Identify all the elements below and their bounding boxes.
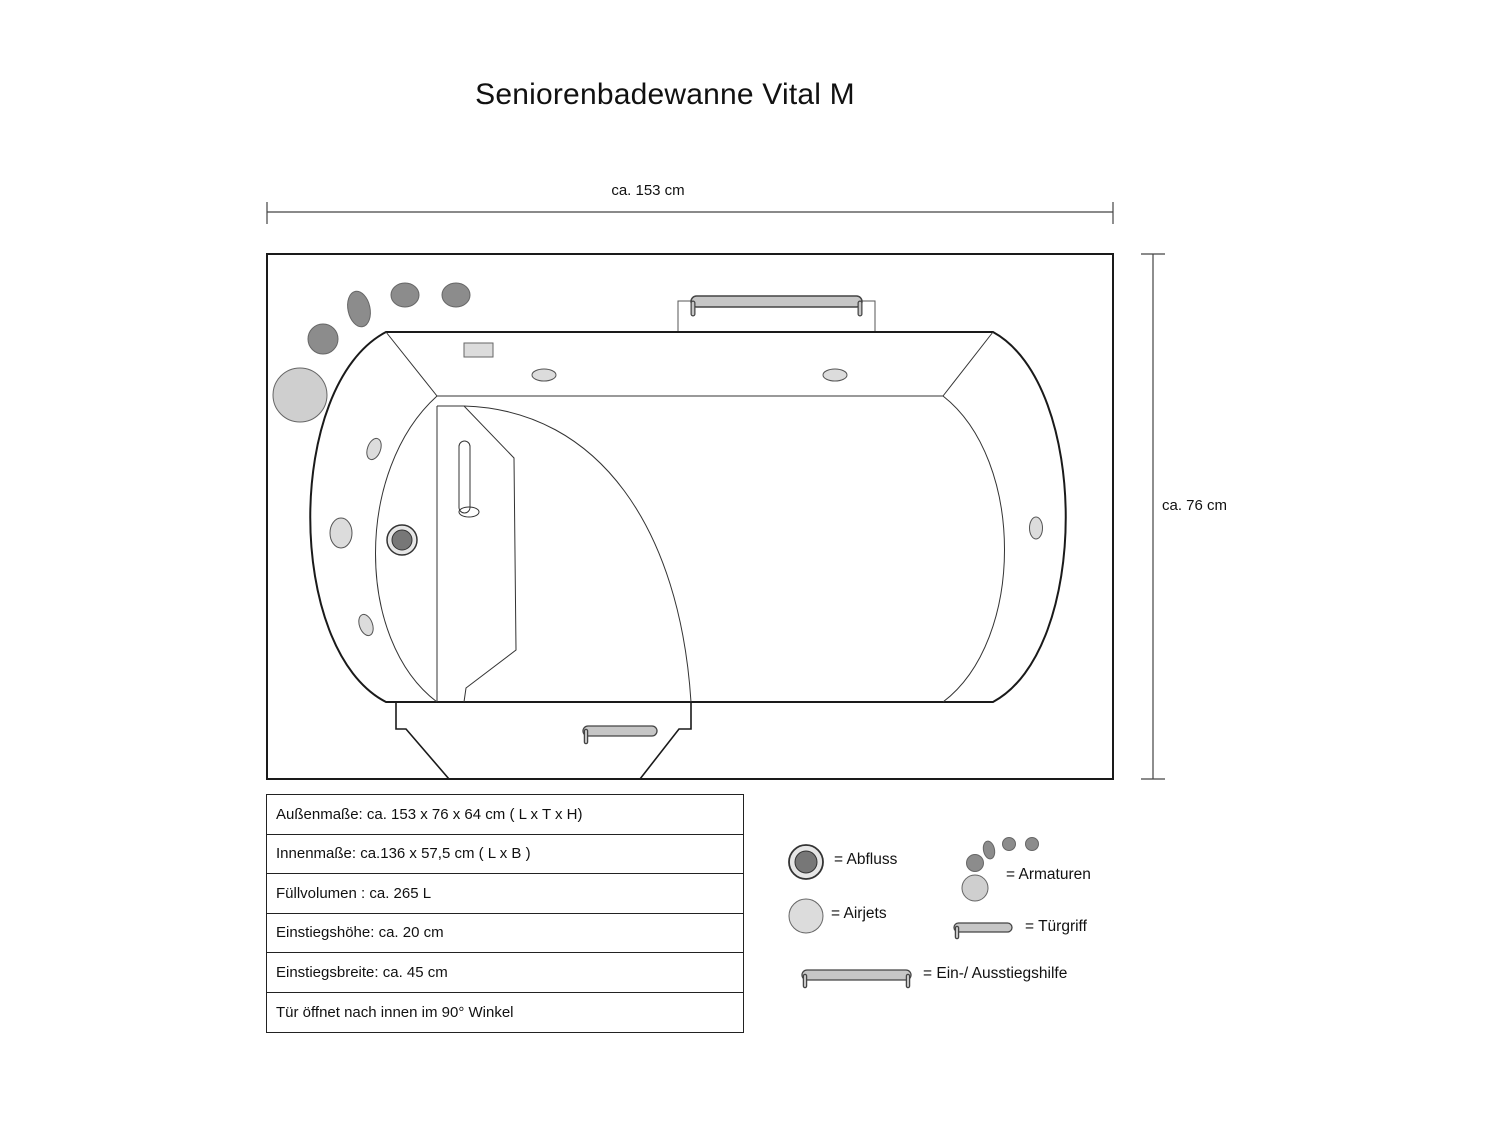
tub-rim (310, 332, 1066, 702)
specs-table (266, 794, 744, 1033)
legend-door-handle-icon (954, 923, 1012, 937)
spec-row-fill-volume: Füllvolumen : ca. 265 L (267, 874, 743, 914)
door-handle (583, 726, 657, 736)
legend-airjet-label: = Airjets (831, 905, 887, 922)
spec-row-door-opening: Tür öffnet nach innen im 90° Winkel (276, 1003, 514, 1021)
legend-grab-bar-label: = Ein-/ Ausstiegshilfe (923, 965, 1068, 982)
legend-drain-icon (789, 845, 823, 879)
door-leaf (437, 406, 691, 702)
legend-fittings-label: = Armaturen (1006, 866, 1091, 883)
drain (387, 525, 417, 555)
spec-row-outer-dimensions: Außenmaße: ca. 153 x 76 x 64 cm ( L x T x H) (267, 795, 743, 835)
legend-door-handle-label: = Türgriff (1025, 918, 1087, 935)
fittings-group (273, 283, 470, 422)
spec-row-inner-dimensions: Innenmaße: ca.136 x 57,5 cm ( L x B ) (267, 835, 743, 875)
legend-airjet-icon (789, 899, 823, 933)
control-panel (464, 343, 493, 357)
height-dimension-label: ca. 76 cm (1162, 497, 1228, 514)
height-dimension-line (1141, 254, 1165, 779)
diagram-title: Seniorenbadewanne Vital M (475, 78, 855, 111)
spec-row-entry-width: Einstiegsbreite: ca. 45 cm (267, 953, 743, 993)
width-dimension-line (267, 202, 1113, 224)
spec-row-entry-height: Einstiegshöhe: ca. 20 cm (267, 914, 743, 954)
legend-grab-bar-icon (802, 970, 911, 986)
width-dimension-label: ca. 153 cm (611, 182, 685, 199)
grab-bar-top (691, 296, 862, 307)
legend-drain-label: = Abfluss (834, 851, 898, 868)
entry-step (396, 702, 691, 779)
